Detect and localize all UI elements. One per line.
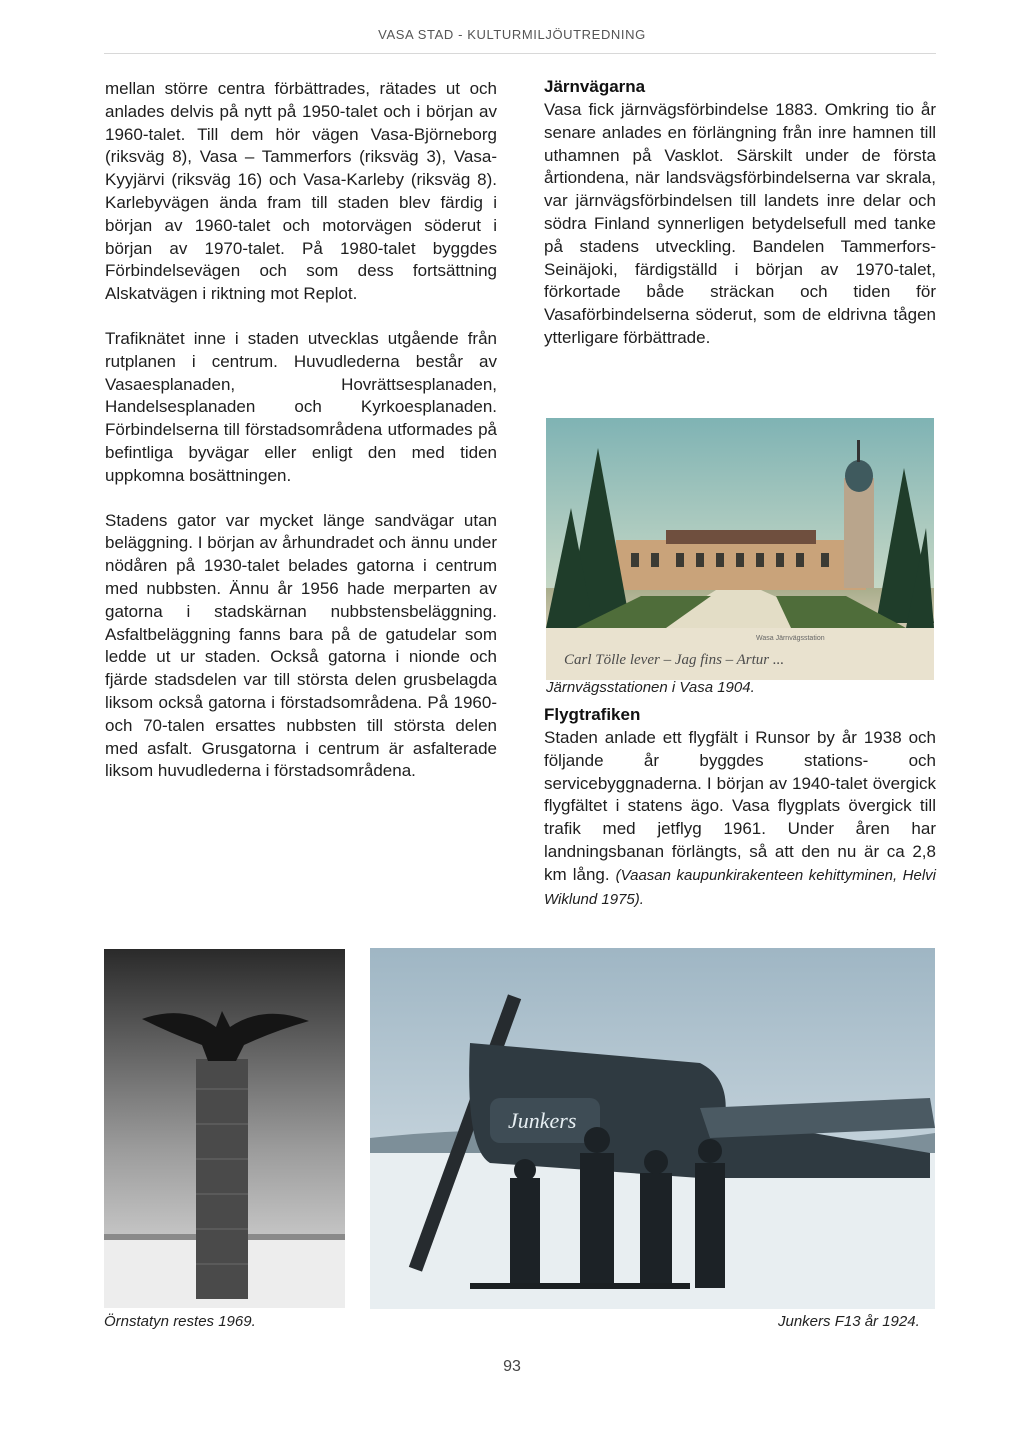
aviation-heading: Flygtrafiken [544,705,641,724]
eagle-statue-photo [104,949,345,1308]
left-column [105,78,497,783]
postcard-print: Wasa Järnvägsstation [756,635,825,642]
aviation-body: Staden anlade ett flygfält i Runsor by år 1938 och följande år byggdes stations- och servicebyggnaderna. I början av 1940-talet övergick flygfältet i statens ägo. Vasa flygplats övergick till trafik med jetflyg 1961. Under åren har landningsbanan förlängts, så att den nu är ca 2,8 km lång. [544,728,936,884]
header-rule [104,53,936,54]
running-header: VASA STAD - KULTURMILJÖUTREDNING [378,27,646,42]
junkers-caption: Junkers F13 år 1924. [778,1313,920,1330]
station-photo [546,418,934,680]
railways-section [544,76,936,350]
station-caption: Järnvägsstationen i Vasa 1904. [546,679,755,696]
paragraph-roads: mellan större centra förbättrades, rätades ut och anlades delvis på nytt på 1950-talet och i början av 1960-talet. Till dem hör vägen Vasa-Björneborg (riksväg 8), Vasa – Tammerfors (riksväg 3), Vasa-Kyyjärvi (riksväg 16) och Vasa-Karleby (riksväg 8). Karlebyvägen ända fram till staden blev färdig i början av 1960-talet och motorvägen söderut i början av 1970-talet. På 1980-talet byggdes Förbindelsevägen och som dess fortsättning Alskatvägen i riktning mot Replot. [105,79,497,304]
page-number: 93 [503,1358,521,1375]
eagle-caption: Örnstatyn restes 1969. [104,1313,256,1330]
junkers-photo [370,948,935,1309]
aviation-section [544,704,936,911]
junkers-logo-text: Junkers [508,1108,577,1133]
postcard-handwriting: Carl Tölle lever – Jag fins – Artur ... [564,652,785,668]
aviation-citation: (Vaasan kaupunkirakenteen kehittyminen, Helvi Wiklund 1975). [544,866,936,908]
railways-text: Vasa fick järnvägsförbindelse 1883. Omkring tio år senare anlades en förlängning från inre hamnen till uthamnen på Vasklot. Särskilt under de första årtiondena, när landsvägsförbindelserna var skrala, var järnvägsförbindelsen till landets inre delar och södra Finland synnerligen betydelsefull med tanke på stadens utveckling. Bandelen Tammerfors-Seinäjoki, färdigställd i början av 1970-talet, förkortade både sträckan och tiden för Vasaförbindelserna söderut, som de eldrivna tågen ytterligare förbättrade. [544,100,936,347]
paragraph-traffic-network: Trafiknätet inne i staden utvecklas utgående från rutplanen i centrum. Huvudlederna består av Vasaesplanaden, Hovrättsesplanaden, Handelsesplanaden och Kyrkoesplanaden. Förbindelserna till förstadsområdena utformades på befintliga byvägar eller enligt den med tiden uppkomna bosättningen. [105,328,497,485]
aviation-text [544,727,936,911]
paragraph-street-paving: Stadens gator var mycket länge sandvägar utan beläggning. I början av århundradet och ännu under nödåren på 1930-talet belades gatorna i centrum med nubbsten. Ännu år 1956 hade merparten av gatorna i stadskärnan nubbstensbeläggning. Asfaltbeläggning fanns bara på de gatudelar som ledde ut ur staden. Också gatorna i nionde och fjärde stadsdelen var till största delen grusbelagda liksom också gatorna i förstadsområdena. På 1960- och 70-talen ersattes nubbsten till största delen med asfalt. Grusgatorna i centrum är asfalterade liksom huvudlederna i förstadsområdena. [105,510,497,781]
railways-heading: Järnvägarna [544,77,646,96]
